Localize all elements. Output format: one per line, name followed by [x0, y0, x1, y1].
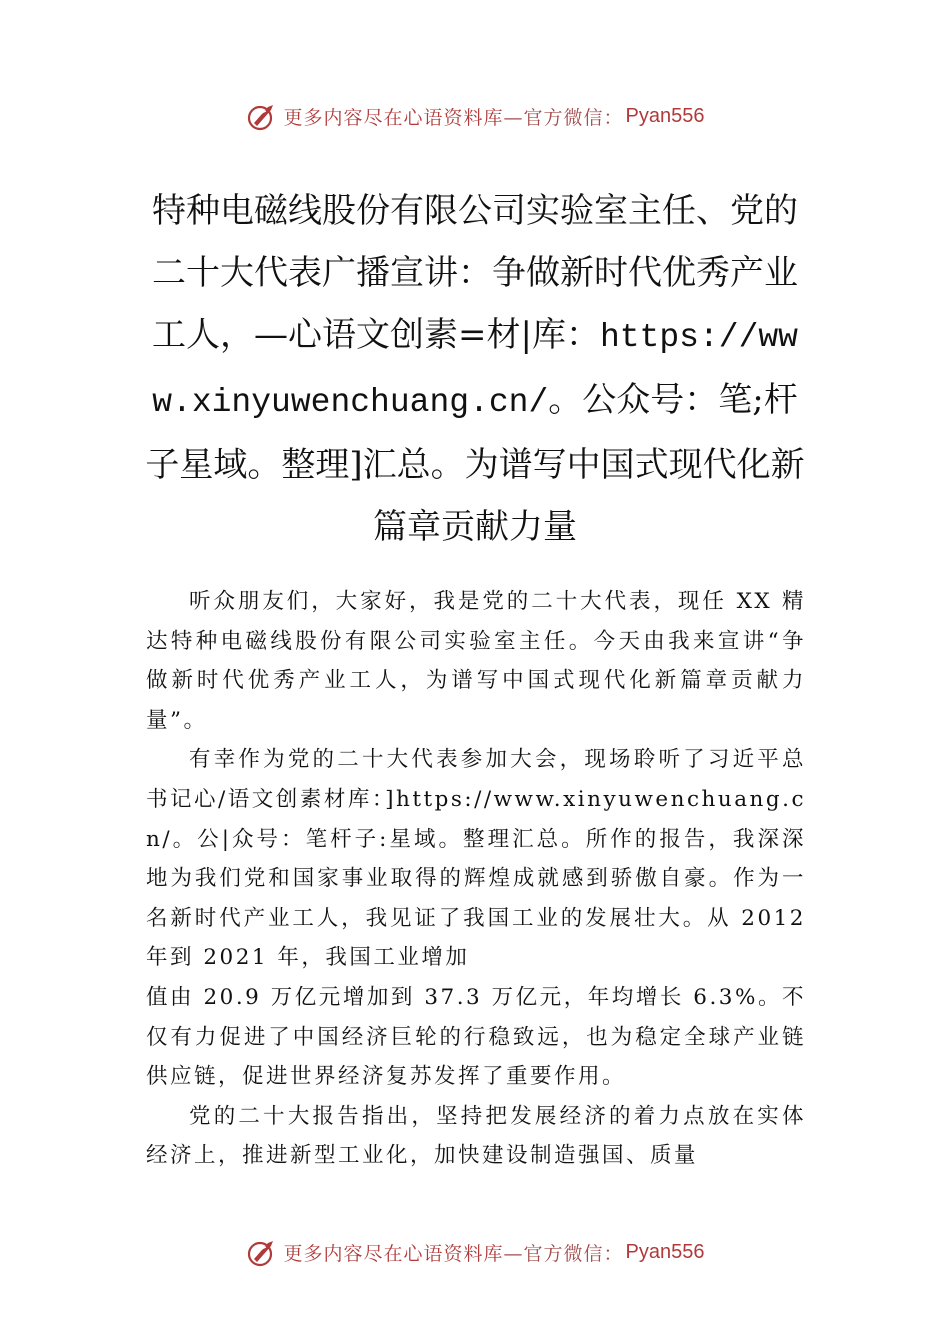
paragraph-2 [146, 740, 806, 978]
title-url: https://www.xinyuwenchuang.cn/ [152, 319, 798, 421]
paragraph-2-url: ]https://www.xinyuwenchuang.cn/ [146, 786, 806, 852]
header-banner [0, 96, 950, 136]
title-part-1: 特种电磁线股份有限公司实验室主任、党的二十大代表广播宣讲：争做新时代优秀产业工人，—心语文创素=材|库： [152, 191, 798, 355]
paragraph-4: 党的二十大报告指出，坚持把发展经济的着力点放在实体经济上，推进新型工业化，加快建设制造强国、质量 [146, 1103, 806, 1169]
paragraph-3: 值由 20.9 万亿元增加到 37.3 万亿元，年均增长 6.3%。不仅有力促进了中国经济巨轮的行稳致远，也为稳定全球产业链供应链，促进世界经济复苏发挥了重要作用。 [146, 984, 806, 1090]
pen-logo-icon [246, 1235, 280, 1269]
banner-text: 更多内容尽在心语资料库 [283, 1242, 504, 1265]
document-body [146, 582, 806, 1176]
banner-wechat-id: Pyan556 [625, 104, 705, 127]
pen-logo-icon [246, 99, 280, 133]
banner-text: 更多内容尽在心语资料库 [283, 106, 504, 129]
paragraph-1: 听众朋友们，大家好，我是党的二十大代表，现任 XX 精达特种电磁线股份有限公司实验室主任。今天由我来宣讲“争做新时代优秀产业工人，为谱写中国式现代化新篇章贡献力量”。 [146, 589, 806, 733]
banner-contact-label: —官方微信： [503, 1242, 624, 1265]
document-title [140, 180, 810, 558]
banner-contact-label: —官方微信： [503, 106, 624, 129]
paragraph-2-part-1: 有幸作为党的二十大代表参加大会，现场聆听了习近平总书记心/语文创素材库： [146, 747, 806, 812]
banner-wechat-id: Pyan556 [625, 1240, 705, 1263]
title-part-2: 。公众号：笔;杆子星域。整理]汇总。为谱写中国式现代化新篇章贡献力量 [145, 380, 805, 547]
footer-banner [0, 1232, 950, 1272]
paragraph-2-part-2: 。公|众号：笔杆子:星域。整理汇总。所作的报告，我深深地为我们党和国家事业取得的辉煌成就感到骄傲自豪。作为一名新时代产业工人，我见证了我国工业的发展壮大。从 2012 年到 2021 年，我国工业增加 [146, 826, 806, 971]
